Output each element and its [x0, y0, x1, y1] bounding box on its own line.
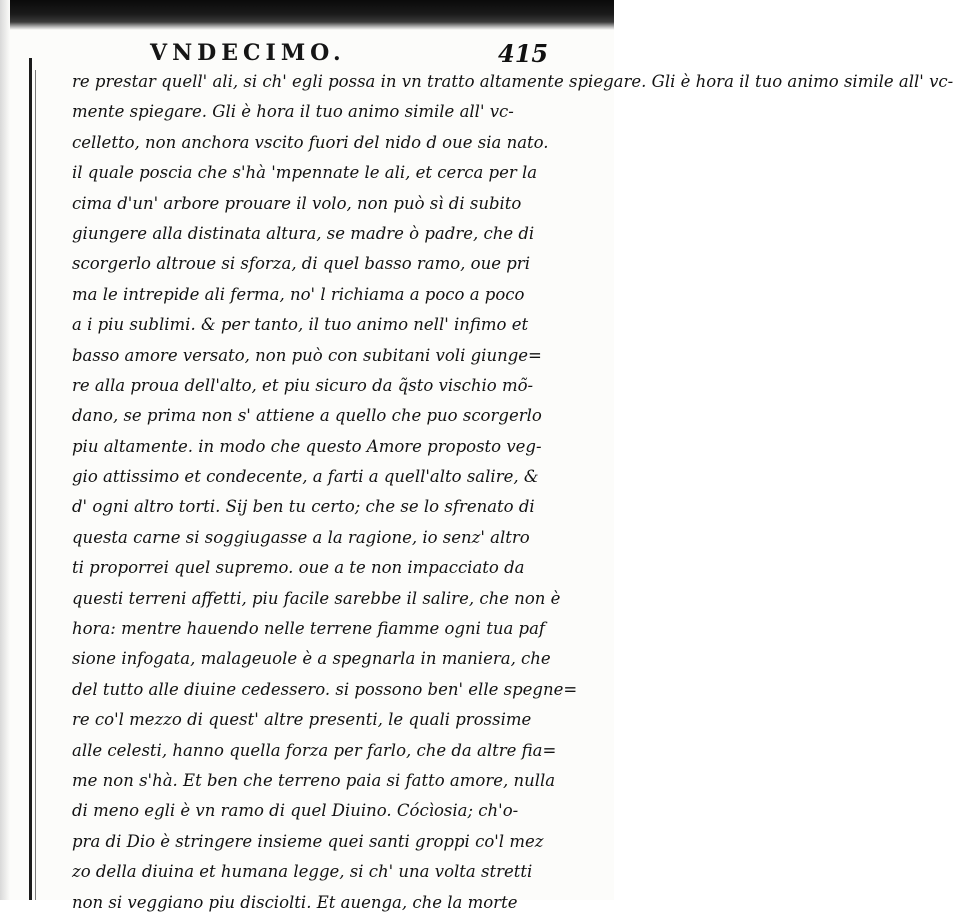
text-line: re prestar quell' ali, si ch' egli possa in vn tratto altamente spiegare. Gli è hora il tuo animo simile all' vc-	[72, 72, 953, 91]
page-left-edge	[0, 0, 10, 900]
text-line: di meno egli è vn ramo di quel Diuino. Cócìosia; ch'o-	[72, 801, 519, 821]
text-line: re alla proua dell'alto, et piu sicuro da q̃sto vischio mõ-	[72, 375, 534, 395]
text-line: questi terreni affetti, piu facile sarebbe il salire, che non è	[72, 588, 561, 608]
text-line: hora: mentre hauendo nelle terrene fiamme ogni tua paf	[72, 619, 546, 639]
page-number: 415	[498, 39, 549, 68]
text-line: questa carne si soggiugasse a la ragione, io senz' altro	[72, 527, 530, 547]
text-line: gio attissimo et condecente, a farti a quell'alto salire, &	[72, 467, 539, 487]
text-line: ti proporrei quel supremo. oue a te non impacciato da	[72, 558, 525, 578]
text-line: celletto, non anchora vscito fuori del nido d oue sia nato.	[72, 132, 549, 152]
text-line: non si veggiano piu disciolti. Et auenga, che la morte	[72, 892, 518, 912]
text-line: re co'l mezzo di quest' altre presenti, le quali prossime	[72, 710, 532, 730]
text-line: d' ogni altro torti. Sij ben tu certo; che se lo sfrenato di	[72, 497, 535, 517]
text-line: il quale poscia che s'hà 'mpennate le ali, et cerca per la	[72, 163, 538, 183]
text-line: del tutto alle diuine cedessero. si possono ben' elle spegne=	[72, 679, 578, 699]
binding-gutter-shadow	[35, 70, 36, 900]
text-line: giungere alla distinata altura, se madre ò padre, che di	[72, 223, 535, 243]
body-text	[72, 67, 953, 918]
text-line: mente spiegare. Gli è hora il tuo animo simile all' vc-	[72, 102, 514, 122]
text-line: alle celesti, hanno quella forza per farlo, che da altre fia=	[72, 740, 557, 760]
text-line: sione infogata, malageuole è a spegnarla in maniera, che	[72, 649, 551, 669]
text-line: pra di Dio è stringere insieme quei santi groppi co'l mez	[72, 831, 544, 851]
text-line: cima d'un' arbore prouare il volo, non può sì di subito	[72, 193, 522, 213]
running-head: VNDECIMO.	[150, 40, 346, 66]
text-line: a i piu sublimi. & per tanto, il tuo animo nell' infimo et	[72, 315, 529, 335]
text-line: dano, se prima non s' attiene a quello che puo scorgerlo	[72, 406, 542, 426]
text-line: ma le intrepide ali ferma, no' l richiama a poco a poco	[72, 284, 525, 304]
text-line: basso amore versato, non può con subitani voli giunge=	[72, 345, 542, 365]
text-line: piu altamente. in modo che questo Amore proposto veg-	[72, 436, 542, 456]
text-line: zo della diuina et humana legge, si ch' una volta stretti	[72, 862, 533, 882]
text-line: me non s'hà. Et ben che terreno paia si fatto amore, nulla	[72, 770, 556, 790]
text-line: scorgerlo altroue si sforza, di quel basso ramo, oue pri	[72, 254, 530, 274]
scan-top-shadow	[0, 0, 614, 30]
binding-gutter-line	[29, 58, 32, 900]
